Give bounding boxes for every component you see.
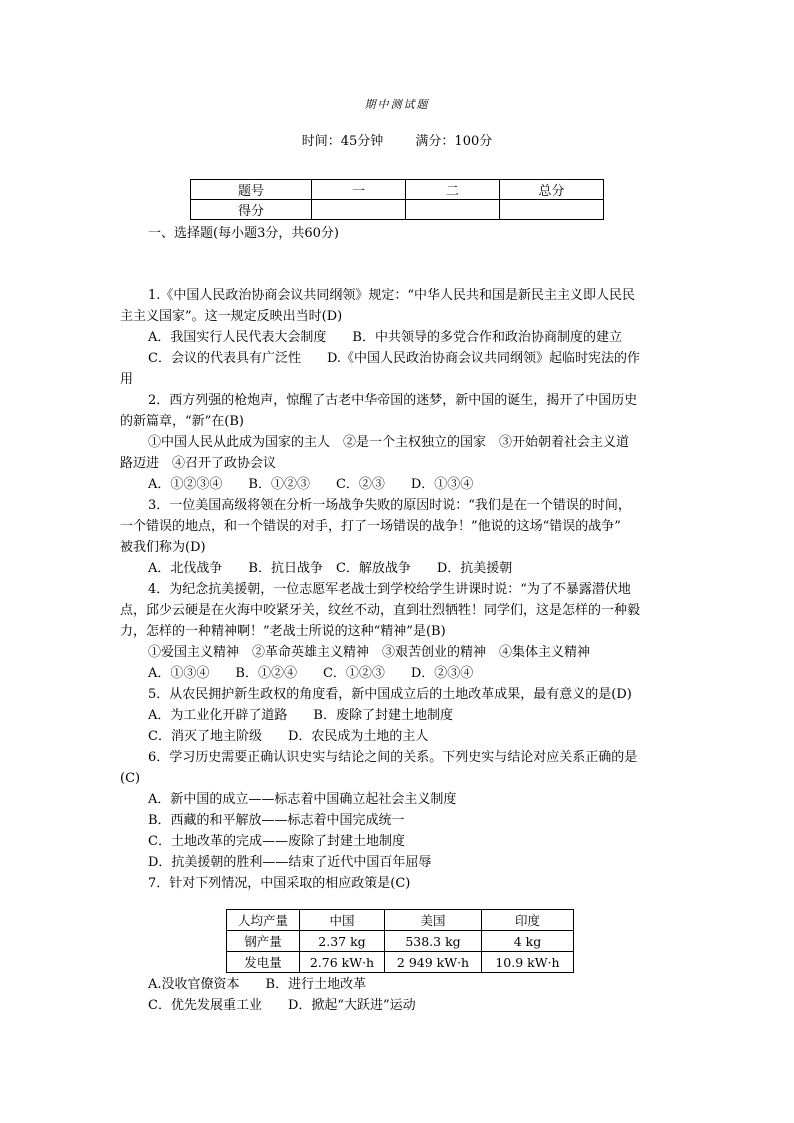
text-line: ①中国人民从此成为国家的主人 ②是一个主权独立的国家 ③开始朝着社会主义道 — [148, 435, 630, 450]
score-cell[interactable] — [406, 200, 500, 220]
data-cell: 10.9 kW·h — [482, 952, 574, 973]
text-line: 3．一位美国高级将领在分析一场战争失败的原因时说：“我们是在一个错误的时间， — [148, 498, 631, 513]
score-cell[interactable] — [500, 200, 604, 220]
text-line: A．为工业化开辟了道路 B．废除了封建土地制度 — [148, 708, 453, 723]
text-line: D．抗美援朝的胜利——结束了近代中国百年屈辱 — [148, 855, 432, 870]
text-line: A．我国实行人民代表大会制度 B．中共领导的多党合作和政治协商制度的建立 — [148, 330, 622, 345]
text-line: 一个错误的地点，和一个错误的对手，打了一场错误的战争！”他说的这场“错误的战争” — [120, 519, 621, 534]
data-cell: 发电量 — [227, 952, 300, 973]
score-table-header: 题号 — [191, 180, 312, 200]
data-cell: 2.37 kg — [300, 931, 385, 952]
data-cell: 4 kg — [482, 931, 574, 952]
text-line: A．①②③④ B．①②③ C．②③ D．①③④ — [148, 477, 474, 492]
text-line: (C) — [120, 771, 141, 786]
score-table-header: 总分 — [500, 180, 604, 200]
data-table-header: 人均产量 — [227, 910, 300, 931]
text-line: C．会议的代表具有广泛性 D.《中国人民政治协商会议共同纲领》起临时宪法的作 — [148, 351, 641, 366]
text-line: 点，邱少云硬是在火海中咬紧牙关，纹丝不动，直到壮烈牺牲！同学们，这是怎样的一种毅 — [120, 603, 641, 618]
text-line: 的新篇章，“新”在(B) — [120, 414, 244, 429]
exam-info — [0, 130, 794, 149]
data-table-header: 美国 — [385, 910, 482, 931]
score-row-label: 得分 — [191, 200, 312, 220]
score-table-header: 一 — [312, 180, 406, 200]
text-line: 4．为纪念抗美援朝，一位志愿军老战士到学校给学生讲课时说：“为了不暴露潜伏地 — [148, 582, 631, 597]
score-table — [190, 179, 604, 220]
text-line: 主主义国家”。这一规定反映出当时(D) — [120, 309, 343, 324]
text-line: A.没收官僚资本 B．进行土地改革 — [148, 977, 367, 992]
text-line: 1.《中国人民政治协商会议共同纲领》规定：“中华人民共和国是新民主主义即人民民 — [148, 288, 636, 303]
section-heading: 一、选择题(每小题3分，共60分) — [148, 226, 339, 241]
exam-time: 时间：45分钟 — [301, 134, 384, 149]
score-table-header: 二 — [406, 180, 500, 200]
table-row — [227, 931, 574, 952]
text-line: 路迈进 ④召开了政协会议 — [120, 456, 277, 471]
text-line: C．土地改革的完成——废除了封建土地制度 — [148, 834, 405, 849]
data-cell: 钢产量 — [227, 931, 300, 952]
page-title: 期中测试题 — [364, 98, 430, 111]
text-line: ①爱国主义精神 ②革命英雄主义精神 ③艰苦创业的精神 ④集体主义精神 — [148, 645, 591, 660]
text-line: 6．学习历史需要正确认识史实与结论之间的关系。下列史实与结论对应关系正确的是 — [148, 750, 638, 765]
table-row — [227, 952, 574, 973]
text-line: 2．西方列强的枪炮声，惊醒了古老中华帝国的迷梦，新中国的诞生，揭开了中国历史 — [148, 393, 638, 408]
exam-full-score: 满分：100分 — [415, 134, 493, 149]
score-cell[interactable] — [312, 200, 406, 220]
data-cell: 2.76 kW·h — [300, 952, 385, 973]
text-line: C．优先发展重工业 D．掀起“大跃进”运动 — [148, 998, 416, 1013]
data-table-header: 印度 — [482, 910, 574, 931]
data-table-header: 中国 — [300, 910, 385, 931]
text-line: A．北伐战争 B．抗日战争 C．解放战争 D．抗美援朝 — [148, 561, 513, 576]
text-line: B．西藏的和平解放——标志着中国完成统一 — [148, 813, 405, 828]
text-line: A．①③④ B．①②④ C．①②③ D．②③④ — [148, 666, 474, 681]
data-cell: 538.3 kg — [385, 931, 482, 952]
text-line: 7．针对下列情况，中国采取的相应政策是(C) — [148, 876, 411, 891]
data-cell: 2 949 kW·h — [385, 952, 482, 973]
text-line: A．新中国的成立——标志着中国确立起社会主义制度 — [148, 792, 457, 807]
text-line: C．消灭了地主阶级 D．农民成为土地的主人 — [148, 729, 429, 744]
text-line: 用 — [120, 372, 134, 387]
production-table — [226, 909, 574, 973]
text-line: 5．从农民拥护新生政权的角度看，新中国成立后的土地改革成果，最有意义的是(D) — [148, 687, 632, 702]
text-line: 被我们称为(D) — [120, 540, 206, 555]
text-line: 力，怎样的一种精神啊！”老战士所说的这种“精神”是(B) — [120, 624, 446, 639]
